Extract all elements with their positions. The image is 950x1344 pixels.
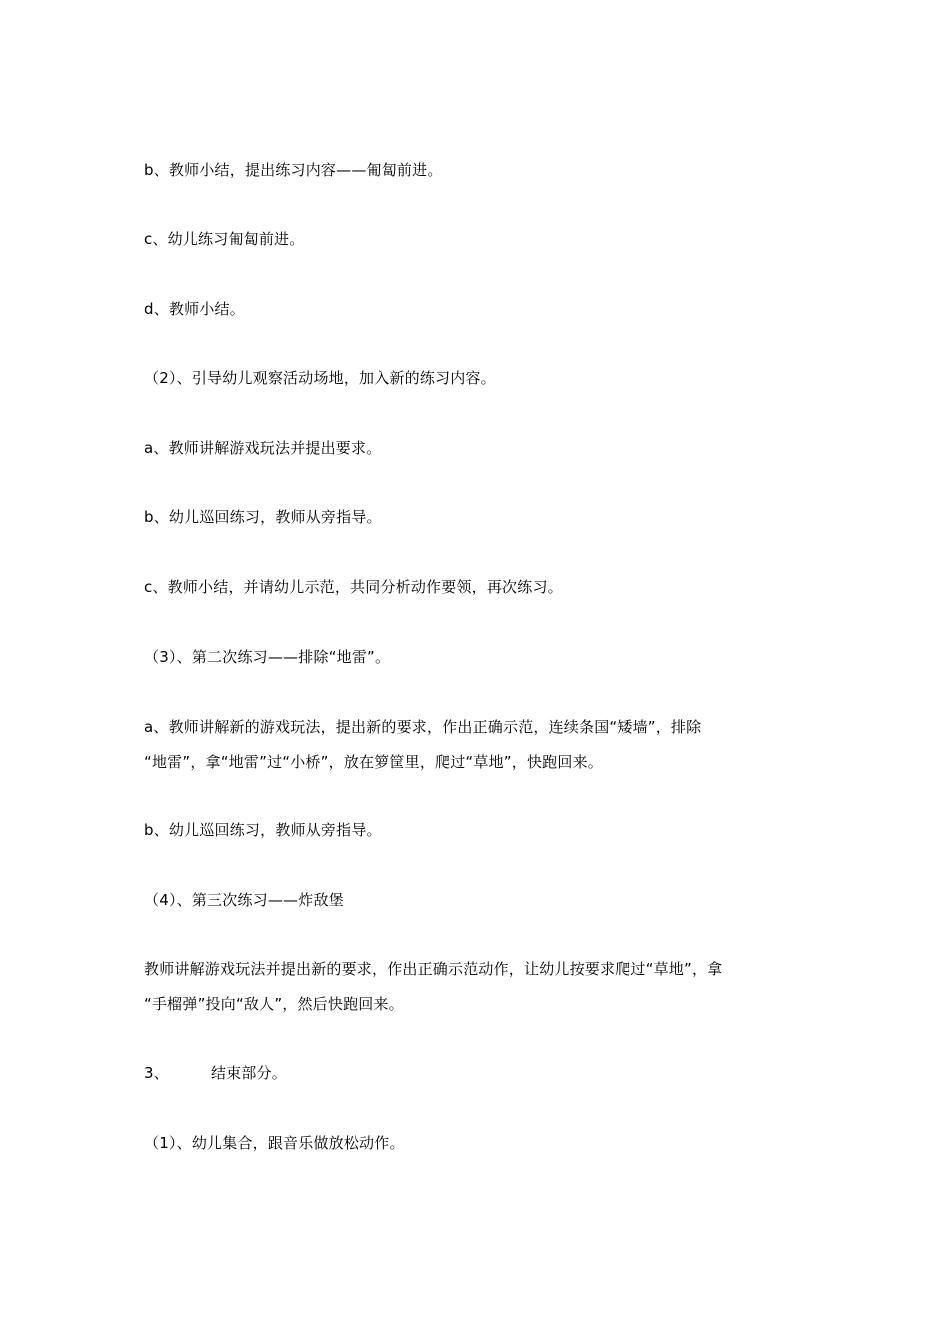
section-3-heading bbox=[144, 1056, 814, 1091]
paragraph-b-teacher-summary: b、教师小结，提出练习内容——匍匐前进。 bbox=[144, 161, 443, 179]
paragraph-b-patrol-practice: b、幼儿巡回练习，教师从旁指导。 bbox=[144, 508, 382, 526]
paragraph-step-4-heading: （4）、第三次练习——炸敌堡 bbox=[144, 891, 344, 909]
paragraph-b-patrol-practice-2: b、幼儿巡回练习，教师从旁指导。 bbox=[144, 821, 382, 839]
paragraph-a-new-game-line-2: “地雷”，拿“地雷”过“小桥”，放在箩筐里，爬过“草地”，快跑回来。 bbox=[144, 753, 603, 771]
paragraph-teacher-explain-line-1: 教师讲解游戏玩法并提出新的要求，作出正确示范动作，让幼儿按要求爬过“草地”，拿 bbox=[144, 960, 723, 978]
paragraph-step-2-heading: （2）、引导幼儿观察活动场地，加入新的练习内容。 bbox=[144, 369, 496, 387]
paragraph-c-summary-demo: c、教师小结，并请幼儿示范，共同分析动作要领，再次练习。 bbox=[144, 578, 563, 596]
section-3-number: 3、 bbox=[144, 1064, 169, 1082]
paragraph-step-1-gather: （1）、幼儿集合，跟音乐做放松动作。 bbox=[144, 1134, 405, 1152]
paragraph-d-teacher-summary: d、教师小结。 bbox=[144, 300, 245, 318]
paragraph-a-new-game-line-1: a、教师讲解新的游戏玩法，提出新的要求，作出正确示范，连续条国“矮墙”，排除 bbox=[144, 718, 702, 736]
paragraph-a-explain-game: a、教师讲解游戏玩法并提出要求。 bbox=[144, 439, 382, 457]
paragraph-c-child-practice: c、幼儿练习匍匐前进。 bbox=[144, 230, 305, 248]
section-3-title: 结束部分。 bbox=[210, 1064, 287, 1082]
paragraph-step-3-heading: （3）、第二次练习——排除“地雷”。 bbox=[144, 648, 391, 666]
paragraph-teacher-explain-line-2: “手榴弹”投向“敌人”，然后快跑回来。 bbox=[144, 995, 404, 1013]
